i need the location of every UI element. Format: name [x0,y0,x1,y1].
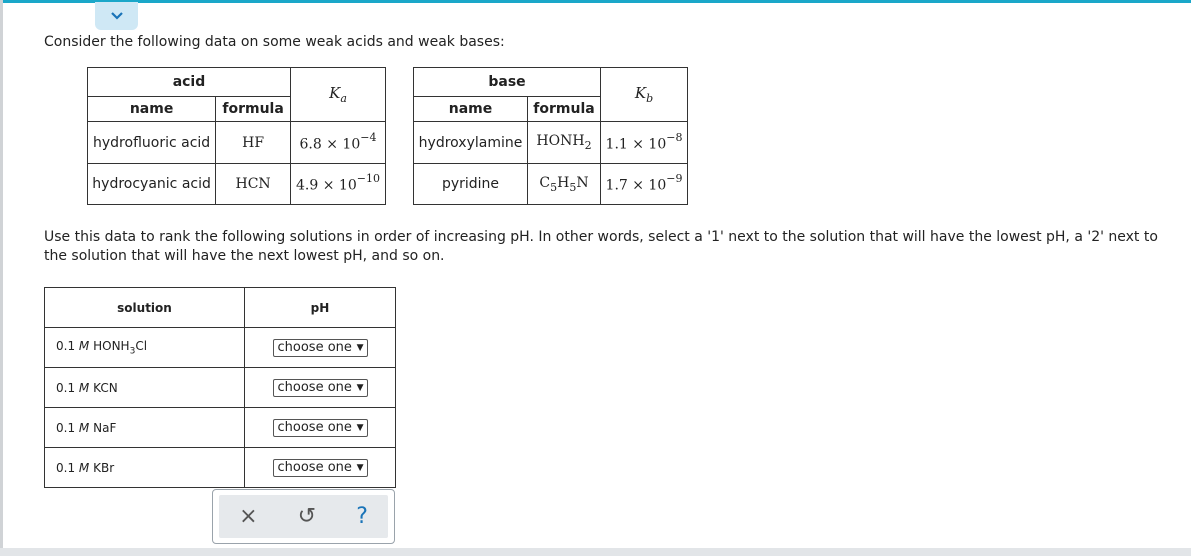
action-buttons [219,495,388,538]
chevron-down-icon: ▼ [356,342,364,353]
kb-value: $1.1 \times 10^{-8}$ [601,122,688,164]
kb-header: $K_b$ [601,68,688,122]
chevron-down-icon: ▼ [356,462,364,473]
chevron-down-icon: ▼ [356,422,364,433]
solution-name: 0.1 M KCN [45,368,245,408]
table-row [88,164,386,205]
table-row [414,122,688,164]
chevron-down-icon: ▼ [356,382,364,393]
ph-header: pH [245,288,396,328]
base-name-header: name [414,97,528,122]
acid-name-header: name [88,97,216,122]
table-row [45,368,396,408]
base-table [413,67,688,205]
ph-rank-select[interactable]: choose one ▼ [273,379,368,397]
clear-icon[interactable]: × [239,504,258,529]
bottom-border [0,548,1191,556]
chevron-down-icon [110,11,124,21]
solution-name: 0.1 M NaF [45,408,245,448]
undo-icon[interactable]: ↺ [297,504,317,529]
acid-group-header: acid [88,68,291,97]
kb-value: $1.7 \times 10^{-9}$ [601,164,688,205]
ka-value: $4.9 \times 10^{-10}$ [290,164,385,205]
solution-name: 0.1 M KBr [45,448,245,488]
acid-formula-header: formula [216,97,291,122]
solution-header: solution [45,288,245,328]
help-icon[interactable]: ? [356,504,368,529]
ph-rank-select[interactable]: choose one ▼ [273,419,368,437]
solution-table [44,287,396,488]
acid-table [87,67,386,205]
base-formula: $HONH_2$ [528,122,601,164]
question-instructions: Use this data to rank the following solutions in order of increasing pH. In other words, select a '1' next to the solution that will have the lowest pH, a '2' next to the solution that will have the next lowest pH, and so on. [44,229,1158,264]
action-bar [212,489,395,544]
base-group-header: base [414,68,601,97]
acid-name: hydrocyanic acid [88,164,216,205]
table-row [414,164,688,205]
base-formula-header: formula [528,97,601,122]
table-row [45,408,396,448]
solution-name: 0.1 M $HONH_3Cl$ [45,328,245,368]
base-name: hydroxylamine [414,122,528,164]
ka-value: $6.8 \times 10^{-4}$ [290,122,385,164]
acid-formula: HCN [216,164,291,205]
acid-formula: HF [216,122,291,164]
table-row [45,448,396,488]
question-intro: Consider the following data on some weak acids and weak bases: [44,34,505,50]
acid-name: hydrofluoric acid [88,122,216,164]
table-row [45,328,396,368]
base-name: pyridine [414,164,528,205]
top-accent-bar [0,0,1191,3]
base-formula: $C_5H_5N$ [528,164,601,205]
collapse-toggle-button[interactable] [95,2,138,30]
left-border [0,0,3,556]
table-row [88,122,386,164]
ka-header: $K_a$ [290,68,385,122]
ph-rank-select[interactable]: choose one ▼ [273,459,368,477]
ph-rank-select[interactable]: choose one ▼ [273,339,368,357]
